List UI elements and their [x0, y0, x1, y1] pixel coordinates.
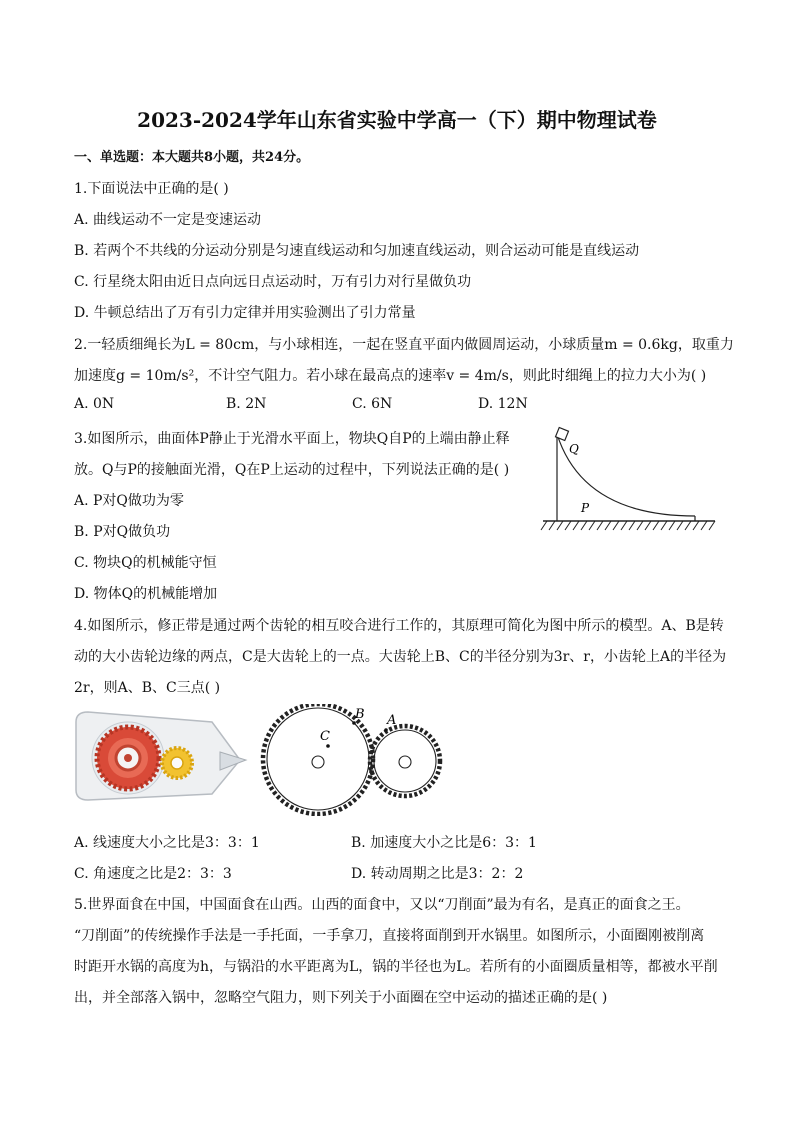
q5-line3: 时距开水锅的高度为h，与锅沿的水平距离为L，锅的半径也为L。若所有的小面圈质量相等，都被水平削 [74, 959, 718, 975]
q3-stem-line1: 3.如图所示，曲面体P静止于光滑水平面上，物块Q自P的上端由静止释 [74, 431, 510, 447]
q1-stem: 1.下面说法中正确的是( ) [74, 181, 229, 197]
q2-option-d: D. 12N [478, 396, 528, 412]
q4-stem-line2: 动的大小齿轮边缘的两点，C是大齿轮上的一点。大齿轮上B、C的半径分别为3r、r，小齿轮上A的半径为 [74, 649, 727, 665]
point-c-dot [326, 744, 330, 748]
q5-line1: 5.世界面食在中国，中国面食在山西。山西的面食中，又以“刀削面”最为有名，是真正的面食之王。 [74, 897, 690, 913]
q2-option-b: B. 2N [226, 396, 267, 412]
small-gear-axle [399, 756, 411, 768]
label-q: Q [569, 442, 579, 456]
q3-stem-line2: 放。Q与P的接触面光滑，Q在P上运动的过程中，下列说法正确的是( ) [74, 462, 510, 478]
q5-line4: 出，并全部落入锅中，忽略空气阻力，则下列关于小面圈在空中运动的描述正确的是( ) [74, 990, 608, 1006]
page-title: 2023-2024学年山东省实验中学高一（下）期中物理试卷 [137, 108, 657, 132]
label-a: A [387, 713, 397, 728]
q1-option-d: D. 牛顿总结出了万有引力定律并用实验测出了引力常量 [74, 305, 416, 321]
q2-option-c: C. 6N [352, 396, 393, 412]
q3-option-d: D. 物体Q的机械能增加 [74, 586, 218, 602]
q4-option-c: C. 角速度之比是2：3：3 [74, 866, 232, 882]
q1-option-a: A. 曲线运动不一定是变速运动 [74, 212, 262, 228]
q4-stem-line3: 2r，则A、B、C三点( ) [74, 680, 221, 696]
q2-option-a: A. 0N [74, 396, 115, 412]
q3-option-b: B. P对Q做负功 [74, 524, 171, 540]
correction-tape-photo [70, 708, 248, 804]
q3-option-c: C. 物块Q的机械能守恒 [74, 555, 217, 571]
q1-option-b: B. 若两个不共线的分运动分别是匀速直线运动和匀加速直线运动，则合运动可能是直线运动 [74, 243, 640, 259]
q4-option-d: D. 转动周期之比是3：2：2 [351, 866, 524, 882]
large-gear-axle [312, 756, 324, 768]
q4-option-a: A. 线速度大小之比是3：3：1 [74, 835, 260, 851]
point-a-dot [384, 728, 388, 732]
label-c: C [320, 729, 330, 744]
q2-stem-line2: 加速度g = 10m/s²，不计空气阻力。若小球在最高点的速率v = 4m/s，则此时细绳上的拉力大小为( ) [74, 368, 707, 384]
q5-line2: “刀削面”的传统操作手法是一手托面，一手拿刀，直接将面削到开水锅里。如图所示，小面圈刚被削离 [74, 928, 705, 944]
gear-model-figure [256, 704, 448, 816]
q4-stem-line1: 4.如图所示，修正带是通过两个齿轮的相互咬合进行工作的，其原理可简化为图中所示的模型。A、B是转 [74, 618, 724, 634]
label-b: B [355, 707, 365, 722]
q3-curved-surface-figure [535, 420, 725, 540]
q3-option-a: A. P对Q做功为零 [74, 493, 184, 509]
label-p: P [581, 501, 590, 515]
small-gear-teeth [370, 726, 440, 796]
q4-option-b: B. 加速度大小之比是6：3：1 [351, 835, 537, 851]
q2-stem-line1: 2.一轻质细绳长为L = 80cm，与小球相连，一起在竖直平面内做圆周运动，小球质量m = 0.6kg，取重力 [74, 337, 734, 353]
q1-option-c: C. 行星绕太阳由近日点向远日点运动时，万有引力对行星做负功 [74, 274, 472, 290]
small-gear-rim [374, 730, 436, 792]
section-heading: 一、单选题：本大题共8小题，共24分。 [74, 150, 310, 165]
